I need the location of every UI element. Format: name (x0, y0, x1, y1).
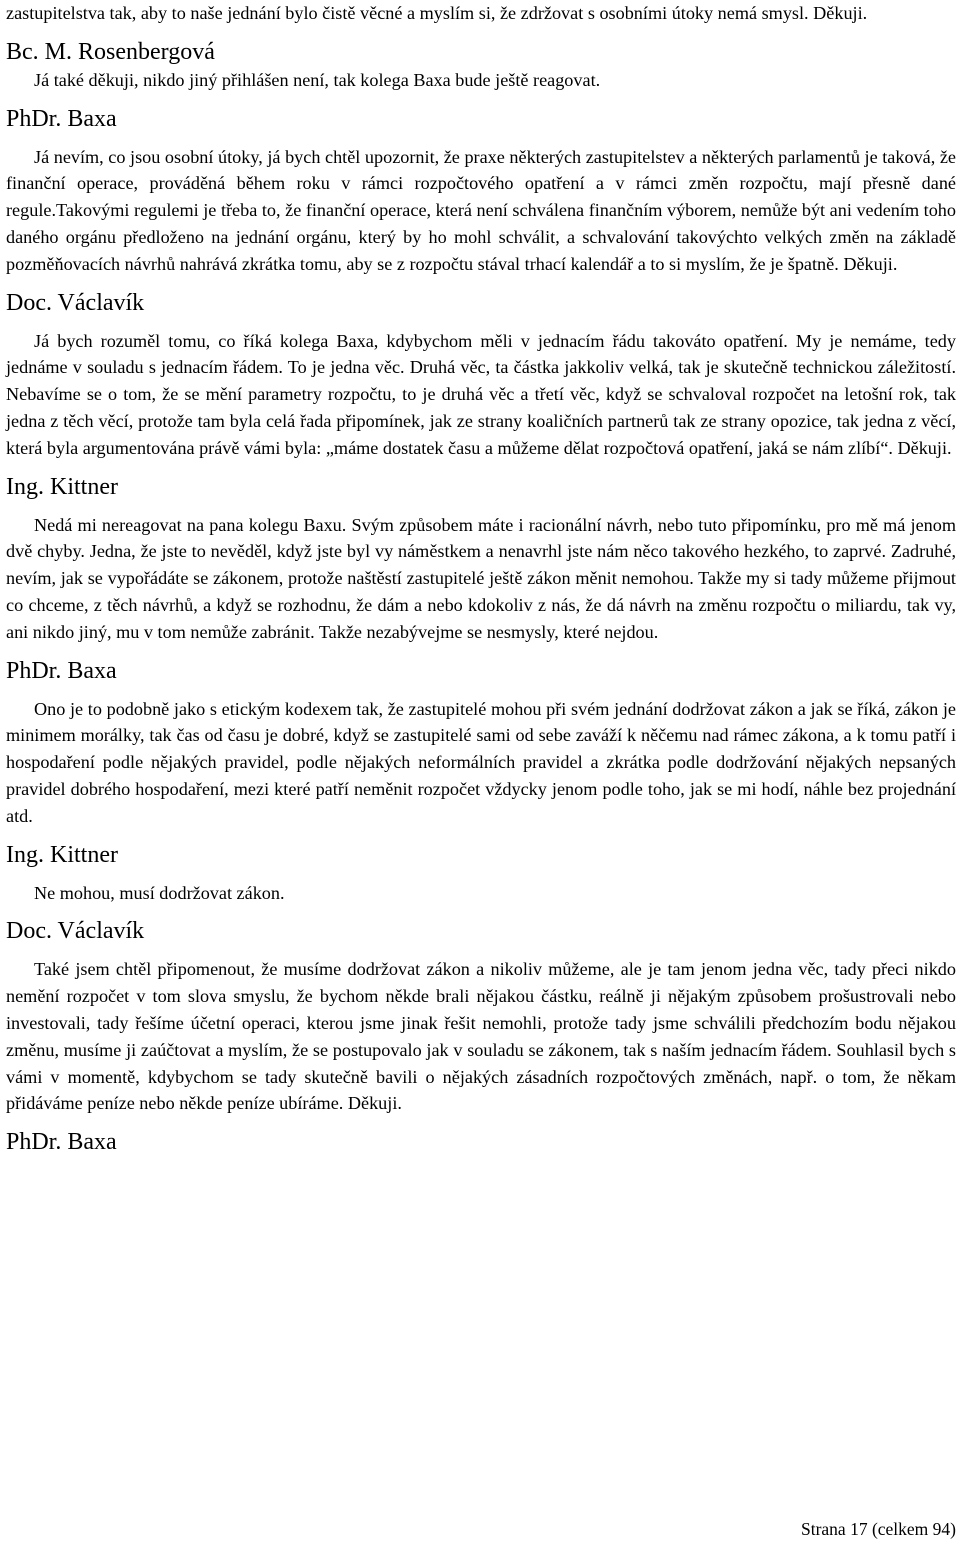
speaker-vaclavik-1: Doc. Václavík (6, 289, 145, 316)
speaker-kittner-1: Ing. Kittner (6, 473, 118, 500)
paragraph-kittner-1: Nedá mi nereagovat na pana kolegu Baxu. Svým způsobem máte i racionální návrh, nebo tuto připomínku, pro mě má jenom dvě chyby. Jedna, že jste to nevěděl, když jste byl vy náměstkem a nenavrhl jste nám něco takového hezkého, to zaprvé. Zadruhé, nevím, jak se vypořádáte se zákonem, protože naštěstí zastupitelé ještě zákon měnit nemohou. Takže my si tady můžeme přijmout co chceme, z těch návrhů, a když se rozhodnu, že dám a nebo kdokoliv z nás, že dá návrh na změnu rozpočtu o miliardu, tak vy, ani nikdo jiný, mu v tom nemůže zabránit. Takže nezabývejme se nesmysly, které nejdou. (6, 514, 956, 642)
speaker-vaclavik-2: Doc. Václavík (6, 918, 145, 945)
paragraph-intro: zastupitelstva tak, aby to naše jednání bylo čistě věcné a myslím si, že zdržovat s osobními útoky nemá smysl. Děkuji. (6, 3, 868, 23)
document-page (6, 0, 956, 1157)
speaker-baxa-1: PhDr. Baxa (6, 105, 117, 132)
paragraph-vaclavik-1: Já bych rozuměl tomu, co říká kolega Baxa, kdybychom měli v jednacím řádu takováto opatření. My je nemáme, tedy jednáme v souladu s jednacím řádem. To je jedna věc. Druhá věc, ta částka jakkoliv velká, tak je skutečně technickou záležitostí. Nebavíme se o tom, že se mění parametry rozpočtu, to je druhá věc a třetí věc, když se schvaloval rozpočet na letošní rok, tak jedna z těch věcí, protože tam byla celá řada připomínek, jak ze strany koaličních partnerů tak ze strany opozice, tak jedna z věcí, která byla argumentována právě vámi byla: „máme dostatek času a můžeme dělat rozpočtová opatření, jaká se nám zlíbí“. Děkuji. (6, 330, 956, 458)
speaker-baxa-2: PhDr. Baxa (6, 657, 117, 684)
paragraph-baxa-1: Já nevím, co jsou osobní útoky, já bych chtěl upozornit, že praxe některých zastupitelstev a některých parlamentů je taková, že finanční operace, prováděná během roku v rámci rozpočtového opatření a v rámci změn rozpočtu, mají přesně dané regule.Takovými regulemi je třeba to, že finanční operace, která není schválena finančním výborem, nemůže být ani vedením toho daného orgánu předloženo na jednání orgánu, který by ho mohl schválit, a schvalování takovýchto velkých změn na základě pozměňovacích návrhů nahrává zkrátka tomu, aby se z rozpočtu stával trhací kalendář a to si myslím, že je špatně. Děkuji. (6, 146, 956, 274)
paragraph-rosenbergova: Já také děkuji, nikdo jiný přihlášen není, tak kolega Baxa bude ještě reagovat. (34, 69, 601, 90)
speaker-baxa-3: PhDr. Baxa (6, 1129, 117, 1156)
paragraph-kittner-2: Ne mohou, musí dodržovat zákon. (34, 882, 285, 903)
speaker-rosenbergova: Bc. M. Rosenbergová (6, 38, 215, 65)
paragraph-vaclavik-2: Také jsem chtěl připomenout, že musíme dodržovat zákon a nikoliv můžeme, ale je tam jenom jedna věc, tady přeci nikdo nemění rozpočet v tom slova smyslu, že bychom někde brali nějakou částku, reálně ji nějakým způsobem prošustrovali nebo investovali, tady řešíme účetní operaci, kterou jsme jinak řešit nemohli, protože tady jsme schválili předchozím bodu nějakou změnu, musíme ji zaúčtovat a myslím, že se postupovalo jak v souladu se zákonem, tak s naším jednacím řádem. Souhlasil bych s vámi v momentě, kdybychom se tady skutečně bavili o nějakých zásadních rozpočtových změnách, např. o tom, že někam přidáváme peníze nebo někde peníze ubíráme. Děkuji. (6, 959, 956, 1114)
page-number: Strana 17 (celkem 94) (800, 1519, 956, 1539)
speaker-kittner-2: Ing. Kittner (6, 841, 118, 868)
paragraph-baxa-2: Ono je to podobně jako s etickým kodexem tak, že zastupitelé mohou při svém jednání dodržovat zákon a jak se říká, zákon je minimem morálky, tak čas od času je dobré, když se zastupitelé sami od sebe zaváží k něčemu nad rámec zákona, a k tomu patří i hospodaření podle nějakých pravidel, podle nějakých neformálních pravidel a zkrátka podle dodržování nějakých nepsaných pravidel dobrého hospodaření, mezi které patří neměnit rozpočet vždycky jenom podle toho, jak se mi hodí, náhle bez projednání atd. (6, 698, 956, 826)
